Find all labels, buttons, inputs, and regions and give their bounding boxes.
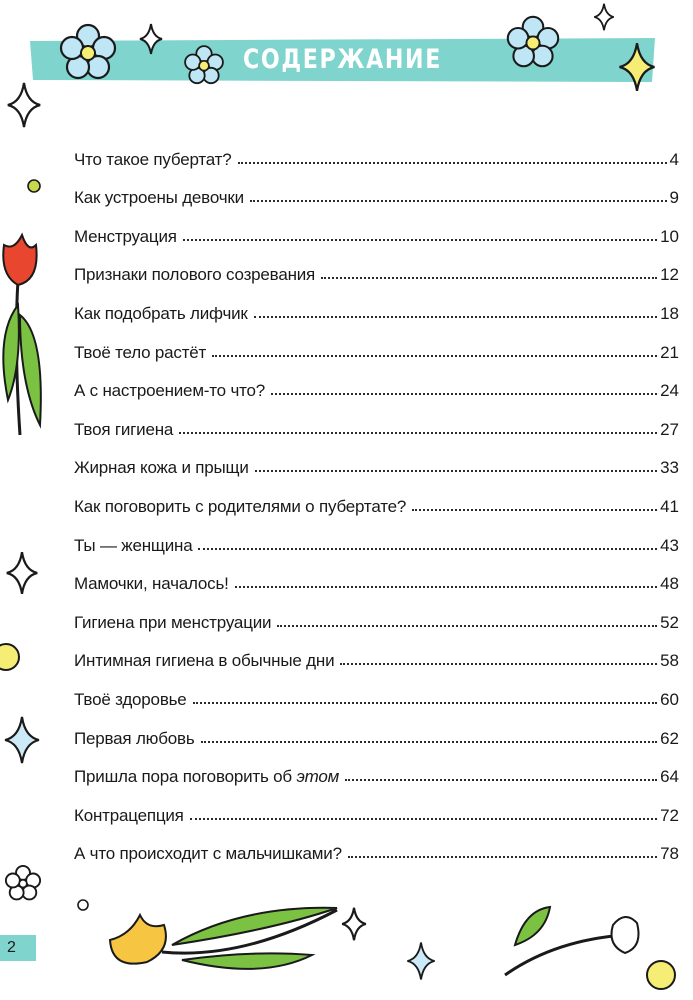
toc-entry-page: 64 [660, 767, 679, 787]
toc-entry[interactable] [74, 826, 679, 865]
toc-entry-title: Что такое пубертат? [74, 149, 232, 169]
toc-entry[interactable] [74, 208, 679, 247]
toc-entry[interactable] [74, 170, 679, 209]
sparkle-icon [2, 80, 46, 130]
toc-entry-title: Твоё тело растёт [74, 342, 207, 362]
toc-entry[interactable] [74, 633, 679, 672]
page-number-badge [0, 935, 36, 961]
flower-icon [183, 44, 225, 86]
tulip-icon [0, 225, 50, 440]
table-of-contents [74, 131, 679, 864]
dot-icon [26, 178, 42, 194]
toc-entry-title: А что происходит с мальчишками? [74, 844, 342, 864]
toc-entry-title: Мамочки, началось! [74, 574, 229, 594]
sparkle-icon [4, 548, 40, 598]
sparkle-icon [138, 22, 164, 56]
toc-entry-page: 27 [660, 419, 679, 439]
toc-entry[interactable] [74, 749, 679, 788]
dot-leader [277, 625, 657, 627]
toc-entry-page: 9 [669, 188, 679, 208]
toc-entry-title: Твоя гигиена [74, 419, 174, 439]
flower-stem-icon [495, 905, 655, 980]
dot-leader [321, 277, 657, 279]
sparkle-icon [592, 2, 616, 32]
toc-entry[interactable] [74, 517, 679, 556]
sparkle-icon [340, 904, 368, 944]
sparkle-icon [614, 40, 660, 94]
toc-entry-title: Контрацепция [74, 805, 184, 825]
dot-leader [193, 702, 658, 704]
toc-entry-page: 21 [660, 342, 679, 362]
toc-entry-title: Как устроены девочки [74, 188, 244, 208]
toc-entry-page: 24 [660, 381, 679, 401]
header-ribbon [30, 38, 655, 82]
dot-icon [0, 640, 22, 674]
dot-leader [190, 818, 657, 820]
toc-entry-title: Ты — женщина [74, 535, 193, 555]
toc-entry[interactable] [74, 787, 679, 826]
toc-entry-page: 4 [669, 149, 679, 169]
dot-leader [201, 741, 658, 743]
toc-entry-title: Интимная гигиена в обычные дни [74, 651, 335, 671]
toc-entry[interactable] [74, 324, 679, 363]
flower-icon [58, 22, 118, 82]
toc-entry-page: 60 [660, 689, 679, 709]
dot-leader [340, 663, 657, 665]
dot-leader [250, 200, 667, 202]
toc-entry-page: 43 [660, 535, 679, 555]
toc-entry[interactable] [74, 671, 679, 710]
toc-entry-page: 10 [660, 226, 679, 246]
toc-entry-title: Менструация [74, 226, 177, 246]
toc-entry[interactable] [74, 285, 679, 324]
toc-entry-title: Гигиена при менструации [74, 612, 272, 632]
dot-leader [412, 509, 657, 511]
dot-leader [212, 355, 657, 357]
toc-entry[interactable] [74, 401, 679, 440]
toc-entry-page: 62 [660, 728, 679, 748]
dot-leader [271, 393, 657, 395]
toc-entry-page: 78 [660, 844, 679, 864]
page-title: СОДЕРЖАНИЕ [243, 44, 442, 75]
toc-entry[interactable] [74, 363, 679, 402]
dot-leader [255, 470, 657, 472]
toc-entry[interactable] [74, 247, 679, 286]
toc-entry[interactable] [74, 710, 679, 749]
dot-leader [238, 162, 667, 164]
sparkle-icon [404, 940, 438, 982]
toc-entry[interactable] [74, 594, 679, 633]
toc-entry-page: 18 [660, 303, 679, 323]
toc-entry-title: Жирная кожа и прыщи [74, 458, 249, 478]
toc-entry[interactable] [74, 556, 679, 595]
toc-entry-page: 41 [660, 496, 679, 516]
dot-leader [179, 432, 657, 434]
dot-leader [183, 239, 657, 241]
tulip-icon [102, 900, 342, 985]
toc-entry-page: 72 [660, 805, 679, 825]
flower-icon [505, 14, 561, 70]
flower-icon [4, 864, 42, 902]
toc-entry-page: 33 [660, 458, 679, 478]
toc-entry[interactable] [74, 131, 679, 170]
dot-leader [348, 856, 657, 858]
dot-icon [76, 898, 90, 912]
toc-entry-title: Первая любовь [74, 728, 195, 748]
dot-leader [254, 316, 657, 318]
toc-entry[interactable] [74, 440, 679, 479]
toc-entry-emphasis: этом [296, 767, 340, 787]
toc-entry-title: Как поговорить с родителями о пубертате? [74, 496, 407, 516]
sparkle-icon [2, 712, 42, 768]
dot-icon [644, 958, 678, 992]
toc-entry-page: 48 [660, 574, 679, 594]
toc-entry-title: Как подобрать лифчик [74, 303, 248, 323]
toc-entry[interactable] [74, 478, 679, 517]
toc-entry-title: Пришла пора поговорить об этом [74, 767, 340, 787]
dot-leader [198, 548, 657, 550]
toc-entry-page: 52 [660, 612, 679, 632]
toc-entry-title: А с настроением-то что? [74, 381, 265, 401]
dot-leader [345, 779, 657, 781]
toc-entry-page: 58 [660, 651, 679, 671]
page-number: 2 [7, 939, 16, 956]
toc-entry-title: Твоё здоровье [74, 689, 187, 709]
toc-entry-page: 12 [660, 265, 679, 285]
toc-entry-title: Признаки полового созревания [74, 265, 316, 285]
dot-leader [235, 586, 657, 588]
